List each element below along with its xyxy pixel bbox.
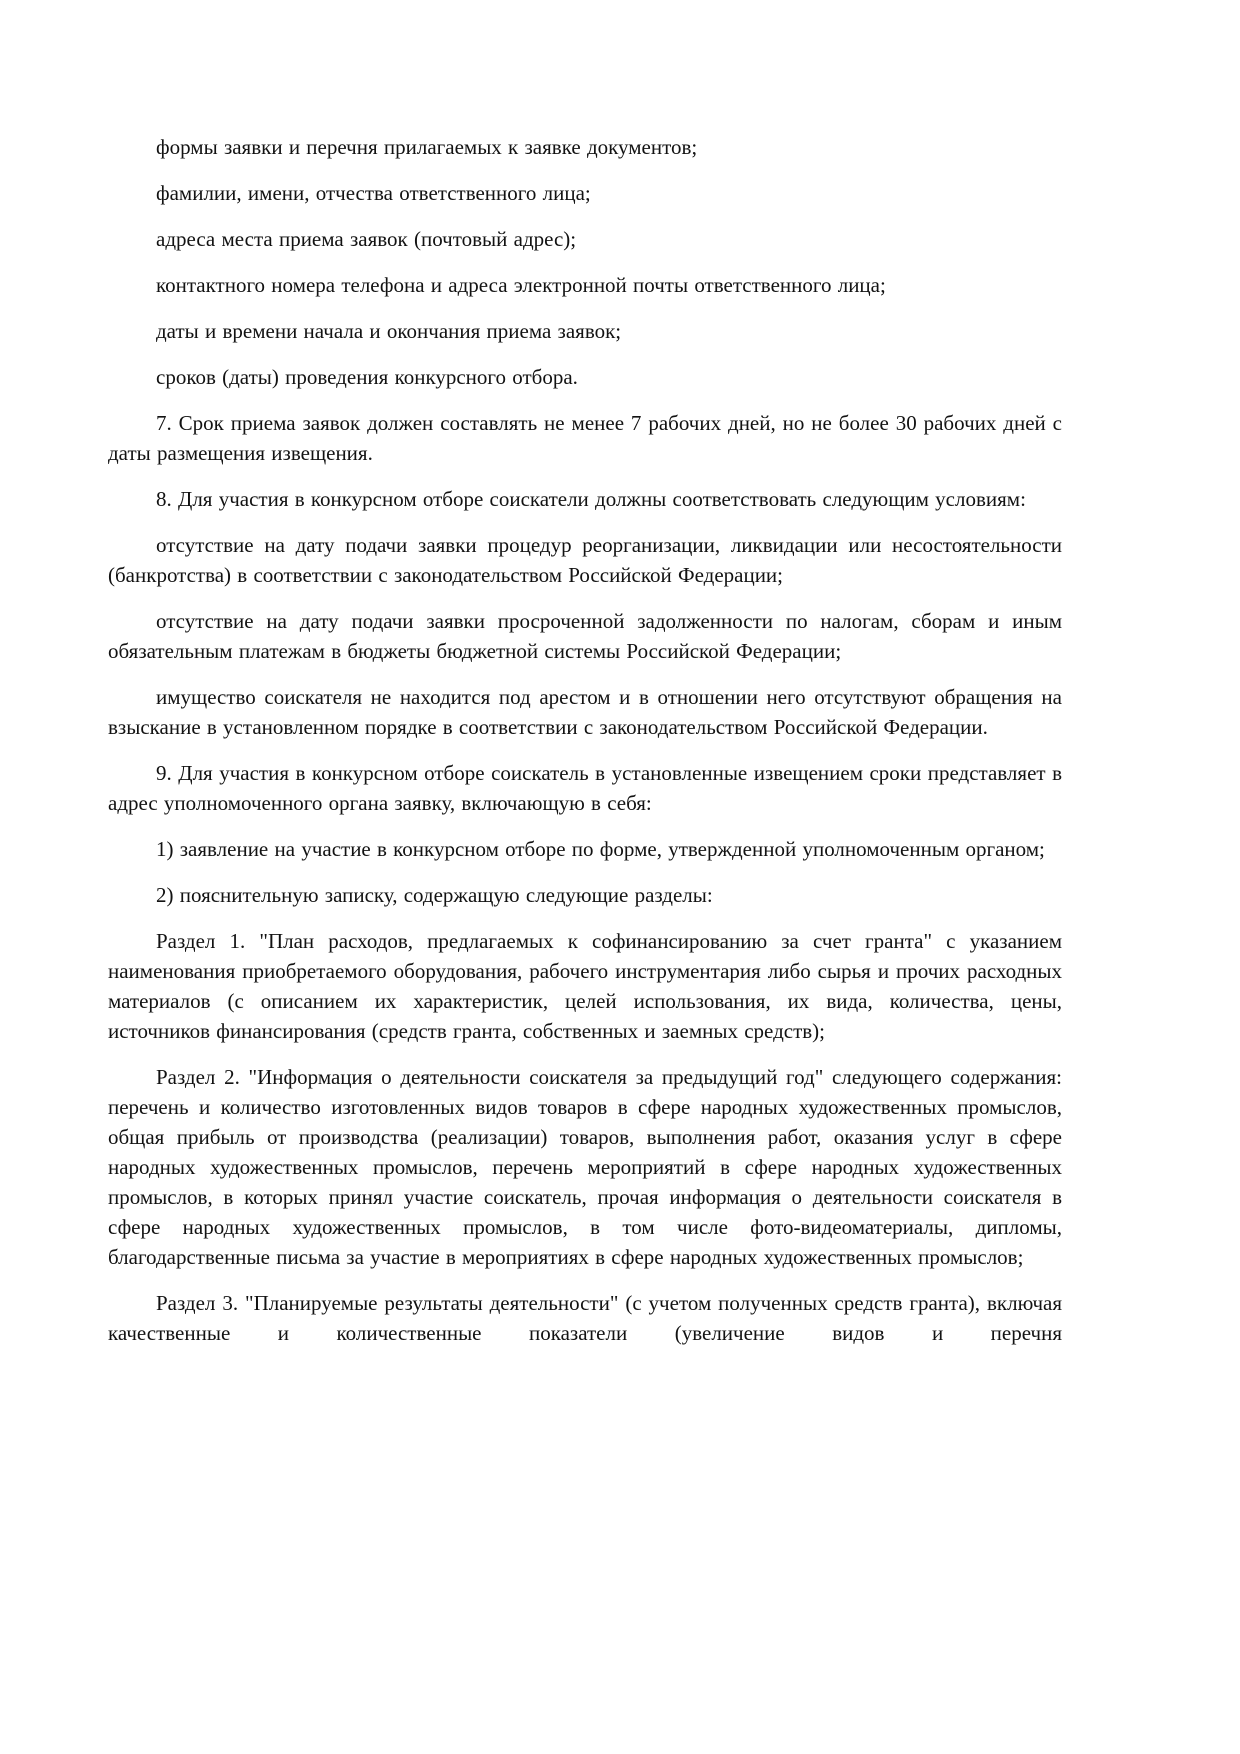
paragraph: отсутствие на дату подачи заявки просроченной задолженности по налогам, сборам и иным обязательным платежам в бюджеты бюджетной системы Российской Федерации;	[108, 609, 1062, 663]
paragraph: 9. Для участия в конкурсном отборе соискатель в установленные извещением сроки представляет в адрес уполномоченного органа заявку, включающую в себя:	[108, 761, 1062, 815]
paragraph: формы заявки и перечня прилагаемых к заявке документов;	[156, 135, 698, 159]
paragraph: Раздел 1. "План расходов, предлагаемых к софинансированию за счет гранта" с указанием наименования приобретаемого оборудования, рабочего инструментария либо сырья и прочих расходных материалов (с описанием их характеристик, целей использования, их вида, количества, цены, источников финансирования (средств гранта, собственных и заемных средств);	[108, 929, 1062, 1043]
paragraph: 8. Для участия в конкурсном отборе соискатели должны соответствовать следующим условиям:	[156, 487, 1026, 511]
paragraph: отсутствие на дату подачи заявки процедур реорганизации, ликвидации или несостоятельности (банкротства) в соответствии с законодательством Российской Федерации;	[108, 533, 1062, 587]
paragraph: Раздел 2. "Информация о деятельности соискателя за предыдущий год" следующего содержания: перечень и количество изготовленных видов товаров в сфере народных художественных промыслов, общая прибыль от производства (реализации) товаров, выполнения работ, оказания услуг в сфере народных художественных промыслов, перечень мероприятий в сфере народных художественных промыслов, в которых принял участие соискатель, прочая информация о деятельности соискателя в сфере народных художественных промыслов, в том числе фото-видеоматериалы, дипломы, благодарственные письма за участие в мероприятиях в сфере народных художественных промыслов;	[108, 1065, 1062, 1269]
paragraph: даты и времени начала и окончания приема заявок;	[156, 319, 622, 343]
paragraph: адреса места приема заявок (почтовый адрес);	[156, 227, 577, 251]
paragraph: имущество соискателя не находится под арестом и в отношении него отсутствуют обращения на взыскание в установленном порядке в соответствии с законодательством Российской Федерации.	[108, 685, 1062, 739]
paragraph: 2) пояснительную записку, содержащую следующие разделы:	[156, 883, 713, 907]
paragraph: 1) заявление на участие в конкурсном отборе по форме, утвержденной уполномоченным органом;	[156, 837, 1045, 861]
paragraph: сроков (даты) проведения конкурсного отбора.	[156, 365, 578, 389]
paragraph: Раздел 3. "Планируемые результаты деятельности" (с учетом полученных средств гранта), включая качественные и количественные показатели (увеличение видов и перечня	[108, 1291, 1062, 1345]
paragraph: контактного номера телефона и адреса электронной почты ответственного лица;	[156, 273, 886, 297]
paragraph: 7. Срок приема заявок должен составлять не менее 7 рабочих дней, но не более 30 рабочих дней с даты размещения извещения.	[108, 411, 1062, 465]
paragraph: фамилии, имени, отчества ответственного лица;	[156, 181, 591, 205]
